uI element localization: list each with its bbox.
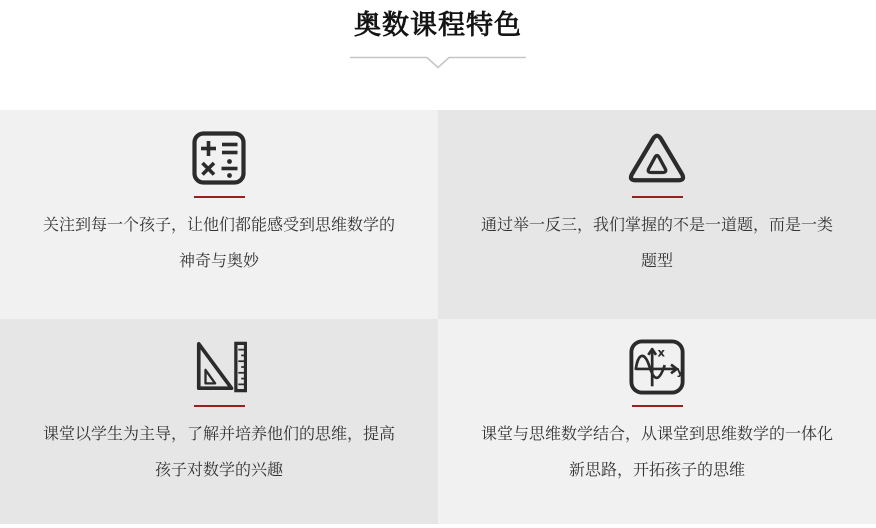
features-grid — [0, 110, 876, 524]
feature-description — [0, 207, 438, 279]
feature-text-line2: 题型 — [640, 251, 673, 270]
divider-chevron-icon — [349, 56, 527, 70]
feature-text-line1: 课堂以学生为主导，了解并培养他们的思维，提高 — [42, 424, 395, 443]
section-header — [0, 0, 876, 72]
feature-description — [438, 416, 876, 488]
function-graph-icon — [438, 338, 876, 396]
svg-text:y: y — [676, 363, 684, 378]
icon-underline — [194, 405, 245, 407]
title-divider — [0, 56, 876, 72]
ruler-set-square-icon — [0, 338, 438, 396]
feature-card-student-led — [0, 319, 438, 524]
feature-card-integration — [438, 319, 876, 524]
page-title: 奥数课程特色 — [354, 10, 522, 41]
icon-underline — [632, 405, 683, 407]
feature-text-line1: 课堂与思维数学结合，从课堂到思维数学的一体化 — [480, 424, 833, 443]
feature-text-line1: 通过举一反三，我们掌握的不是一道题，而是一类 — [480, 215, 833, 234]
feature-card-attention — [0, 110, 438, 319]
feature-text-line2: 神奇与奥妙 — [178, 251, 259, 270]
feature-description — [438, 207, 876, 279]
icon-underline — [632, 196, 683, 198]
calculator-icon — [0, 129, 438, 187]
icon-underline — [194, 196, 245, 198]
feature-description — [0, 416, 438, 488]
svg-text:x: x — [657, 345, 665, 360]
triangle-icon — [438, 129, 876, 187]
feature-card-analogy — [438, 110, 876, 319]
feature-text-line2: 新思路，开拓孩子的思维 — [568, 460, 745, 479]
feature-text-line2: 孩子对数学的兴趣 — [154, 460, 283, 479]
feature-text-line1: 关注到每一个孩子，让他们都能感受到思维数学的 — [42, 215, 395, 234]
